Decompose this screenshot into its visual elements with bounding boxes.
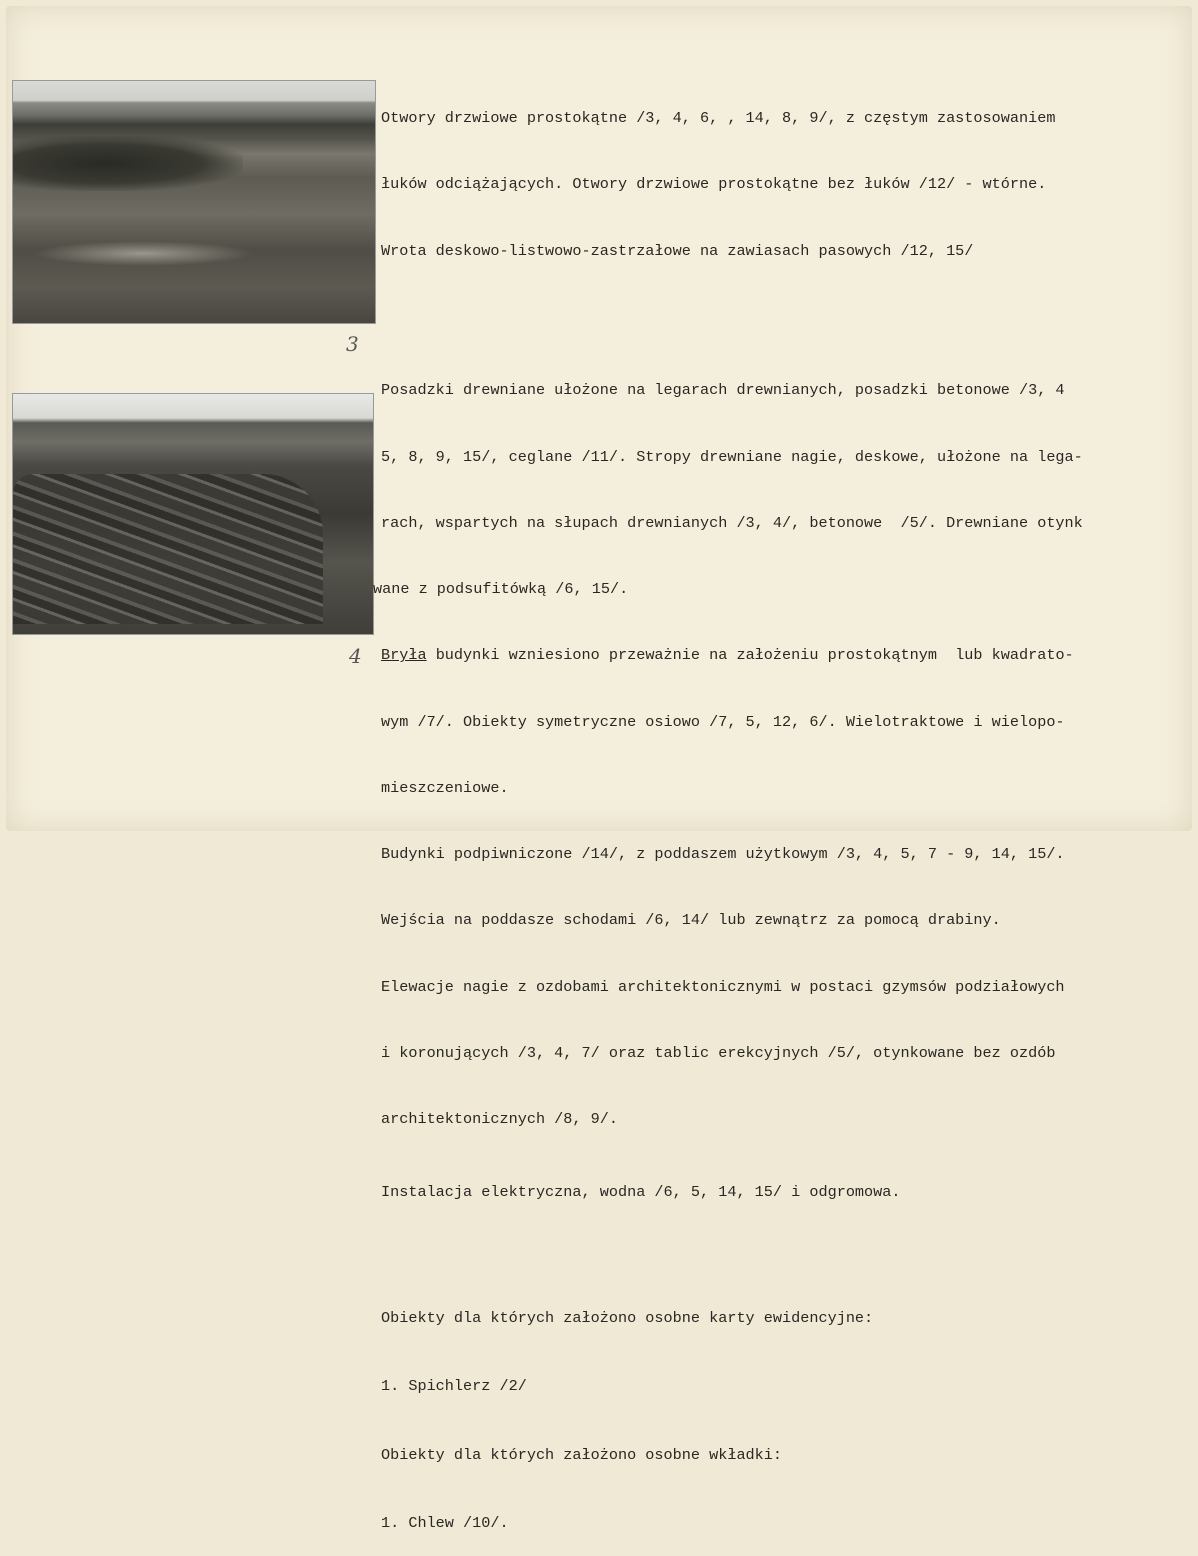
text-line: Budynki podpiwniczone /14/, z poddaszem użytkowym /3, 4, 5, 7 - 9, 14, 15/. xyxy=(381,845,1065,864)
photo-number-3: 3 xyxy=(346,332,359,356)
text-line: Wrota deskowo-listwowo-zastrzałowe na zawiasach pasowych /12, 15/ xyxy=(381,241,974,260)
text-line-bryla xyxy=(381,644,1171,666)
text-line: mieszczeniowe. xyxy=(381,778,509,797)
section-heading-bryla: Bryła xyxy=(381,646,427,665)
text-span: budynki wzniesiono przeważnie na założeniu prostokątnym lub kwadrato- xyxy=(426,646,1074,665)
photo-number-4: 4 xyxy=(349,644,362,668)
photo-stone-wall-ruin xyxy=(12,393,374,635)
text-line: architektonicznych /8, 9/. xyxy=(381,1110,618,1129)
text-line: rach, wspartych na słupach drewnianych /3, 4/, betonowe /5/. Drewniane otynk xyxy=(381,513,1083,532)
text-line: Otwory drzwiowe prostokątne /3, 4, 6, , 14, 8, 9/, z częstym zastosowaniem xyxy=(381,109,1056,128)
text-line: Elewacje nagie z ozdobami architektonicznymi w postaci gzymsów podziałowych xyxy=(381,977,1065,996)
text-line: Posadzki drewniane ułożone na legarach drewnianych, posadzki betonowe /3, 4 xyxy=(381,381,1065,400)
text-line: Instalacja elektryczna, wodna /6, 5, 14, 15/ i odgromowa. xyxy=(381,1182,901,1201)
text-line: Obiekty dla których założono osobne wkładki: xyxy=(381,1445,783,1464)
text-line xyxy=(381,1247,1171,1263)
text-line: 1. Chlew /10/. xyxy=(381,1513,509,1532)
text-line: i koronujących /3, 4, 7/ oraz tablic erekcyjnych /5/, otynkowane bez ozdób xyxy=(381,1044,1056,1063)
text-line: 1. Spichlerz /2/ xyxy=(381,1377,527,1396)
text-line: Wejścia na poddasze schodami /6, 14/ lub zewnątrz za pomocą drabiny. xyxy=(381,911,1001,930)
text-line: 5, 8, 9, 15/, ceglane /11/. Stropy drewniane nagie, deskowe, ułożone na lega- xyxy=(381,447,1083,466)
text-line: łuków odciążających. Otwory drzwiowe prostokątne bez łuków /12/ - wtórne. xyxy=(381,175,1047,194)
text-line xyxy=(381,306,1171,335)
text-line: wane z podsufitówką /6, 15/. xyxy=(373,580,629,599)
photo-stone-piles-yard xyxy=(12,80,376,324)
text-line: Obiekty dla których założono osobne karty ewidencyjne: xyxy=(381,1309,874,1328)
text-line: wym /7/. Obiekty symetryczne osiowo /7, 5, 12, 6/. Wielotraktowe i wielopo- xyxy=(381,712,1065,731)
typed-text-body xyxy=(373,63,1171,1556)
